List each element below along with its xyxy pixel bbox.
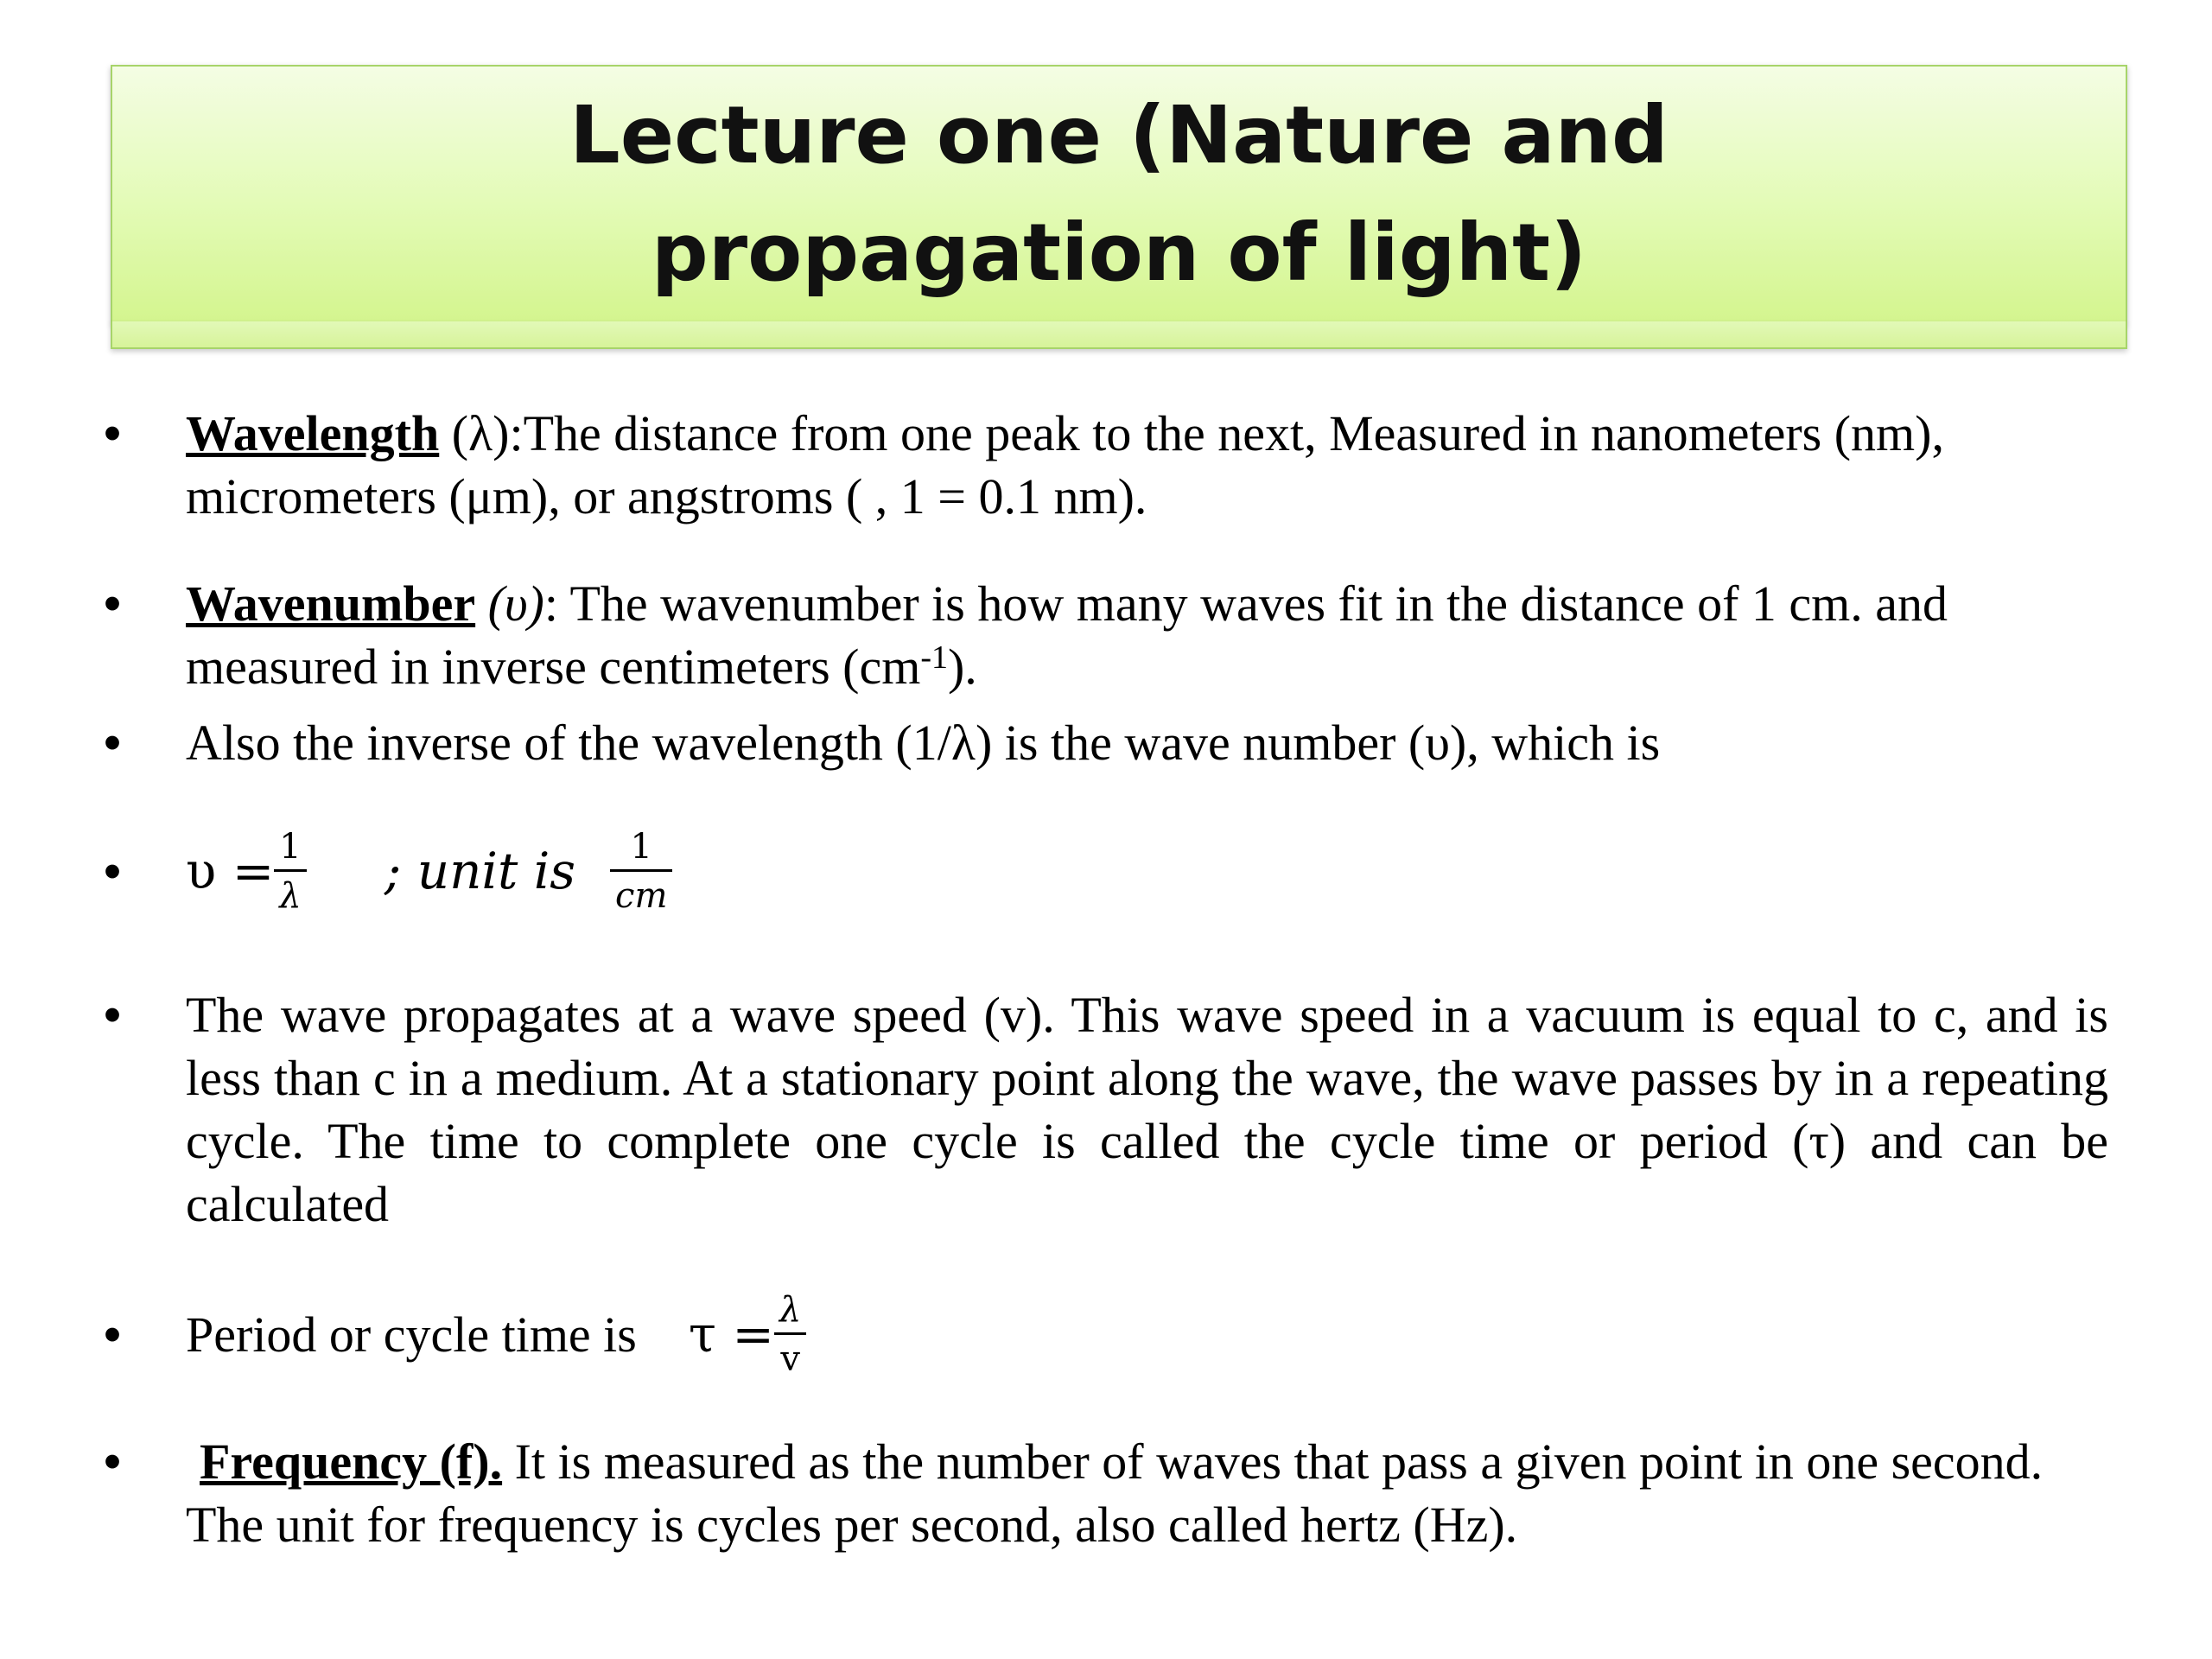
- numerator: λ: [774, 1293, 806, 1335]
- bullet-icon: •: [103, 575, 122, 632]
- bullet-item-wave-speed: [95, 983, 2108, 1236]
- slide-title: Lecture one (Nature and propagation of light): [569, 88, 1669, 299]
- denominator: λ: [279, 876, 302, 916]
- definition-wavenumber-a: : The wavenumber is how many waves fit in the distance of 1 cm. and measured in inverse centimeters (cm: [186, 575, 1948, 695]
- bullet-icon: •: [103, 1306, 122, 1363]
- bullet-item-formula-wavenumber: [95, 827, 2108, 916]
- bullet-item-wavelength: [95, 402, 2108, 528]
- item-text: Also the inverse of the wavelength (1/λ) is the wave number (υ), which is: [186, 715, 1661, 771]
- superscript-minus-one: -1: [920, 639, 948, 676]
- bullet-item-wavenumber: [95, 572, 2108, 698]
- term-wavelength: Wavelength: [186, 405, 440, 461]
- bullet-icon: •: [103, 1433, 122, 1490]
- fraction-one-over-lambda: [274, 827, 306, 916]
- item-text: The wave propagates at a wave speed (v). This wave speed in a vacuum is equal to c, and is less than c in a medium. At a stationary point along the wave, the wave passes by in a repeating cycle. The time to complete one cycle is called the cycle time or period (τ) and can be calculated: [186, 987, 2108, 1232]
- denominator: cm: [615, 876, 668, 916]
- bullet-item-period: [95, 1290, 2108, 1379]
- term-wavenumber: Wavenumber: [186, 575, 476, 632]
- item-text: [186, 1430, 2108, 1556]
- bullet-item-inverse: [95, 711, 2108, 774]
- title-box: [111, 65, 2127, 323]
- fraction-one-over-cm: [610, 827, 672, 916]
- unit-label: ; unit is: [384, 842, 576, 900]
- numerator: 1: [274, 830, 306, 872]
- term-frequency: Frequency (f).: [200, 1433, 503, 1490]
- fraction-lambda-over-v: [774, 1290, 806, 1379]
- formula-wavenumber: [186, 827, 2108, 916]
- denominator: v: [780, 1339, 800, 1379]
- bullet-item-frequency: [95, 1430, 2108, 1556]
- definition-frequency: It is measured as the number of waves that pass a given point in one second. The unit for frequency is cycles per second, also called hertz (Hz).: [186, 1433, 2044, 1553]
- formula-lhs: υ =: [186, 842, 275, 900]
- item-text: [186, 402, 2108, 528]
- bullet-icon: •: [103, 715, 122, 771]
- formula-lhs: τ =: [688, 1305, 774, 1363]
- period-text: Period or cycle time is: [186, 1306, 637, 1363]
- bullet-icon: •: [103, 843, 122, 899]
- numerator: 1: [610, 830, 672, 872]
- wavenumber-symbol: (υ): [475, 575, 544, 632]
- bullet-icon: •: [103, 987, 122, 1043]
- definition-wavelength: (λ):The distance from one peak to the next, Measured in nanometers (nm), micrometers (μm), or angstroms ( , 1 = 0.1 nm).: [186, 405, 1944, 524]
- definition-wavenumber-b: ).: [947, 639, 977, 695]
- bullet-icon: •: [103, 405, 122, 461]
- item-text: [186, 1290, 2108, 1379]
- item-text: [186, 572, 2108, 698]
